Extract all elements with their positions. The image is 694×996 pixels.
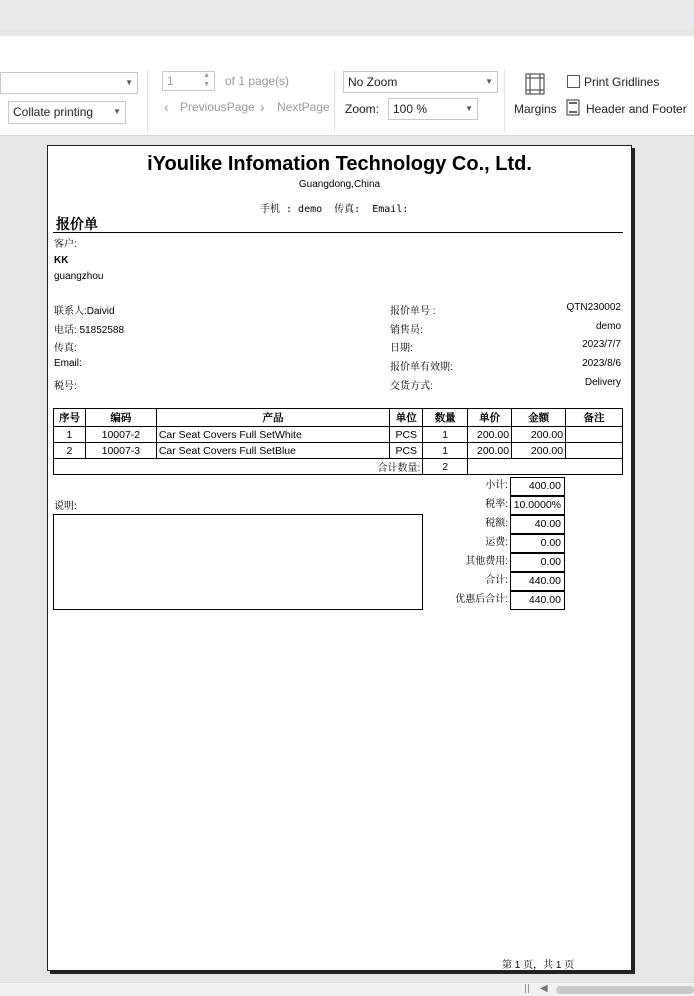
customer-city: guangzhou [54,271,104,282]
chevron-left-icon[interactable]: ‹ [164,99,169,115]
column-header: 单价 [468,409,512,427]
tax-id-label: 税号: [54,381,77,392]
item-amount: 200.00 [512,427,566,443]
column-header: 单位 [390,409,423,427]
discounted-total-value: 440.00 [510,591,565,610]
printer-select[interactable] [0,72,138,94]
quote-number-label: 报价单号 : [390,306,436,317]
customer-label: 客户: [54,239,77,250]
contact-person: 联系人:Daivid [54,306,115,317]
total-quantity-row [54,459,623,475]
spin-arrows-icon[interactable]: ▲ ▼ [203,72,210,88]
item-amount: 200.00 [512,443,566,459]
zoom-mode-select[interactable] [343,71,498,93]
zoom-value: 100 % [393,102,428,116]
discounted-total-label: 优惠后合计: [455,594,508,605]
valid-until-value: 2023/8/6 [582,358,621,369]
item-note [566,427,623,443]
phone: 电话: 51852588 [54,325,125,336]
chevron-down-icon: ▼ [465,104,473,113]
ribbon-separator [147,70,148,132]
subtotal-value: 400.00 [510,477,565,496]
item-unit: PCS [390,443,423,459]
valid-until-label: 报价单有效期: [390,362,453,373]
collate-select[interactable] [8,101,126,124]
subtotal-label: 小计: [485,480,508,491]
total-value: 440.00 [510,572,565,591]
tax-amount-value: 40.00 [510,515,565,534]
notes-label: 说明: [54,501,77,512]
quote-number-value: QTN230002 [566,302,621,313]
item-code: 10007-3 [85,443,156,459]
item-quantity: 1 [423,427,468,443]
collate-select-value: Collate printing [13,105,94,119]
company-location: Guangdong,China [298,179,381,190]
margins-icon[interactable] [525,73,545,95]
page-number-stepper[interactable] [162,71,215,91]
print-preview-ribbon [0,36,694,136]
total-quantity-filler [468,459,623,475]
document-title: 报价单 [56,216,98,232]
status-bar [0,982,694,996]
zoom-select[interactable] [388,98,478,120]
column-header: 产品 [156,409,389,427]
column-header: 备注 [566,409,623,427]
fax-label: 传真: [54,343,77,354]
company-name: iYoulike Infomation Technology Co., Ltd. [147,153,532,175]
row-number: 2 [54,443,86,459]
item-unit: PCS [390,427,423,443]
margins-button[interactable]: Margins [514,102,557,116]
email-label: Email: [54,358,82,369]
page-footer: 第 1 页，共 1 页 [502,960,575,971]
table-row [54,443,623,459]
item-product: Car Seat Covers Full SetWhite [156,427,389,443]
chevron-down-icon: ▼ [485,77,493,86]
total-label: 合计: [485,575,508,586]
tax-rate-label: 税率: [485,499,508,510]
column-header: 金额 [512,409,566,427]
column-header: 序号 [54,409,86,427]
page-number-value: 1 [167,74,174,88]
notes-box [53,514,423,610]
print-gridlines-label[interactable]: Print Gridlines [584,75,660,89]
customer-name: KK [54,255,69,266]
delivery-method-label: 交货方式: [390,381,433,392]
title-rule [53,232,623,233]
previous-page-button[interactable]: PreviousPage [180,100,255,114]
date-label: 日期: [390,343,413,354]
total-quantity-value: 2 [423,459,468,475]
horizontal-scrollbar[interactable] [556,986,694,994]
header-footer-icon[interactable] [566,99,580,116]
item-product: Car Seat Covers Full SetBlue [156,443,389,459]
scroll-left-icon[interactable]: ◀ [540,983,548,994]
ribbon-separator [334,70,335,132]
table-header-row [54,409,623,427]
zoom-label: Zoom: [345,102,380,116]
chevron-down-icon: ▼ [113,107,121,116]
tax-rate-value: 10.0000% [510,496,565,515]
print-gridlines-checkbox[interactable] [567,75,580,88]
splitter-handle-icon[interactable]: || [524,984,531,994]
salesperson-value: demo [595,321,621,332]
item-unit-price: 200.00 [468,427,512,443]
item-quantity: 1 [423,443,468,459]
chevron-right-icon[interactable]: › [260,99,265,115]
tax-amount-label: 税额: [485,518,508,529]
line-items-table [53,408,623,475]
page-count-label: of 1 page(s) [225,74,290,88]
header-footer-button[interactable]: Header and Footer [586,102,687,116]
zoom-mode-value: No Zoom [348,75,398,89]
quotation-page [47,145,632,971]
table-row [54,427,623,443]
next-page-button[interactable]: NextPage [277,100,330,114]
contact-line: 手机 : demo 传真: Email: [260,204,409,215]
date-value: 2023/7/7 [582,339,621,350]
shipping-label: 运费: [485,537,508,548]
total-quantity-label: 合计数量: [54,459,423,475]
ribbon-separator [504,70,505,132]
title-strip [0,0,694,30]
delivery-method-value: Delivery [584,377,621,388]
column-header: 编码 [85,409,156,427]
column-header: 数量 [423,409,468,427]
item-unit-price: 200.00 [468,443,512,459]
chevron-down-icon: ▼ [125,78,133,87]
other-fees-value: 0.00 [510,553,565,572]
shipping-value: 0.00 [510,534,565,553]
other-fees-label: 其他费用: [465,556,508,567]
item-note [566,443,623,459]
salesperson-label: 销售员: [390,325,423,336]
item-code: 10007-2 [85,427,156,443]
row-number: 1 [54,427,86,443]
